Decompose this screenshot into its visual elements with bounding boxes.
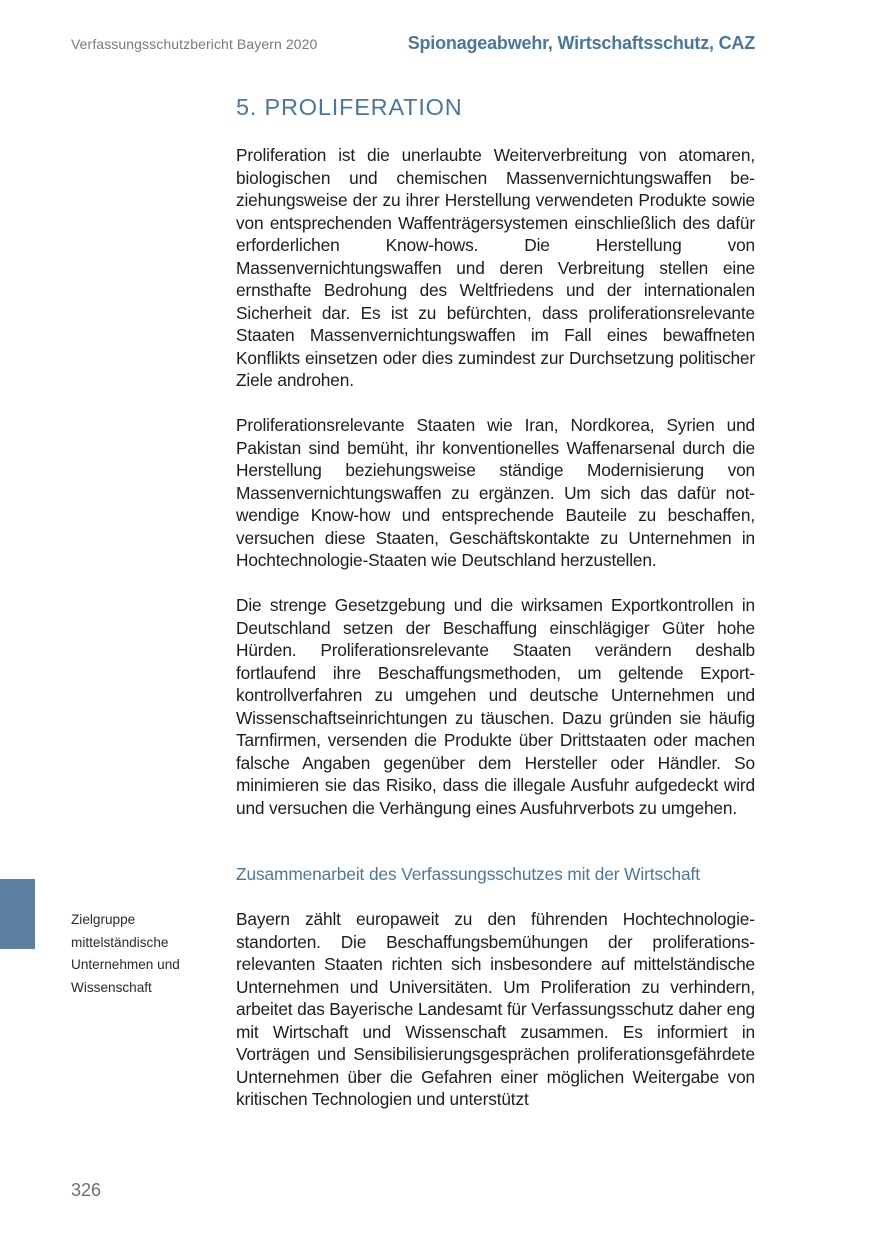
subheading: Zusammenarbeit des Verfassungsschutzes mit der Wirtschaft: [236, 864, 700, 884]
margin-note: Zielgruppe mittelständische Unternehmen und Wissenschaft: [71, 912, 180, 995]
paragraph-1: Proliferation ist die unerlaubte Weiterverbreitung von atomaren, biologischen und chemischen Massenvernichtungswaffen beziehungsweise der zu ihrer Herstellung verwendeten Produkte sowie von entsprechenden Waffenträgersystemen einschließlich des dafür erforderlichen Know-hows. Die Herstellung von Massenvernichtungswaffen und deren Verbreitung stellen eine ernsthafte Bedrohung des Weltfriedens und der internationalen Sicherheit dar. Es ist zu befürchten, dass proliferationsrelevante Staaten Massenvernichtungswaffen im Fall eines bewaffneten Konflikts einsetzen oder dies zumindest zur Durchsetzung politischer Ziele androhen.: [236, 145, 755, 390]
section-title: 5. PROLIFERATION: [236, 94, 463, 120]
page-number: 326: [71, 1180, 102, 1200]
chapter-side-tab: [0, 879, 35, 949]
running-header-right: Spionageabwehr, Wirtschaftsschutz, CAZ: [407, 33, 755, 53]
paragraph-2: Proliferationsrelevante Staaten wie Iran, Nordkorea, Syrien und Pakistan sind bemüht, ihr konventionelles Waffenarsenal durch die Herstellung beziehungsweise ständige Modernisierung von Massenvernichtungswaffen zu ergänzen. Um sich das dafür notwendige Know-how und entsprechende Bauteile zu beschaffen, versuchen diese Staaten, Geschäftskontakte zu Unternehmen in Hochtechnologie-Staaten wie Deutschland herzustellen.: [236, 415, 755, 570]
paragraph-4: Bayern zählt europaweit zu den führenden Hochtechnologiestandorten. Die Beschaffungsbemühungen der proliferationsrelevanten Staaten richten sich insbesondere auf mittelständische Unternehmen und Universitäten. Um Proliferation zu verhindern, arbeitet das Bayerische Landesamt für Verfassungsschutz daher eng mit Wirtschaft und Wissenschaft zusammen. Es informiert in Vorträgen und Sensibilisierungsgesprächen proliferationsgefährdete Unternehmen über die Gefahren einer möglichen Weitergabe von kritischen Technologien und unterstützt: [236, 909, 755, 1109]
paragraph-3: Die strenge Gesetzgebung und die wirksamen Exportkontrollen in Deutschland setzen der Beschaffung einschlägiger Güter hohe Hürden. Proliferationsrelevante Staaten verändern deshalb fortlaufend ihre Beschaffungsmethoden, um geltende Exportkontrollverfahren zu umgehen und deutsche Unternehmen und Wissenschaftseinrichtungen zu täuschen. Dazu gründen sie häufig Tarnfirmen, versenden die Produkte über Drittstaaten oder machen falsche Angaben gegenüber dem Hersteller oder Händler. So minimieren sie das Risiko, dass die illegale Ausfuhr aufgedeckt wird und versuchen die Verhängung eines Ausfuhrverbots zu umgehen.: [236, 595, 755, 818]
running-header-left: Verfassungsschutzbericht Bayern 2020: [71, 36, 318, 52]
